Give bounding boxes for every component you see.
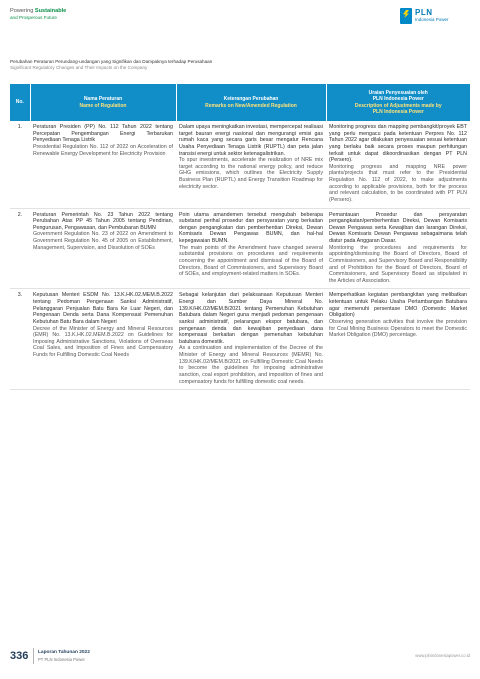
website-link[interactable]: www.plnindonesiapower.co.id (415, 653, 470, 658)
header-regulation: Nama Peraturan Name of Regulation (30, 84, 176, 121)
adjustments-cell: Memperhatikan kegiatan pembangkitan yang melibatkan ketentuan untuk Pelaku Usaha Pertambangan Batubara agar memenuhi persentase DMO (Domestic Market Obligation) Observing generation activities that involve the provision for Coal Mining Business Operators to meet the Domestic Market Obligation (DMO) percentage. (326, 289, 470, 390)
table-row (10, 121, 470, 208)
remarks-cell: Dalam upaya meningkatkan investasi, mempercepat realisasi target bauran energi nasional dan mengurangi emisi gas rumah kaca yang secara garis besar mengatur Rencana Usaha Penyediaan Tenaga Listrik (RUPTL) dan peta jalan transisi energi untuk sektor ketenagalistrikan. To spur investments, accelerate the realization of NRE mix target according to the national energy policy, and reduce GHG emissions, which outlines the Electricity Supply Business Plan (RUPTL) and Energy Transition Roadmap for electricity sector. (176, 121, 326, 208)
row-number: 3. (10, 289, 30, 390)
regulation-name-cell: Peraturan Pemerintah No. 23 Tahun 2022 tentang Perubahan Atas PP 45 Tahun 2005 tentang Pendirian, Pengurusan, Pengawasan, dan Pembubaran BUMN Government Regulation No. 23 of 2022 on Amendment to Government Regulation No. 45 of 2005 on Establishment, Management, Supervision, and Dissolution of SOEs (30, 208, 176, 289)
remarks-cell: Poin utama amandemen tersebut mengubah beberapa substansi perihal prosedur dan persyaratan yang berkaitan dengan pengangkatan dan pemberhentian Direksi, Dewan Komisaris Dewan Pengawas BUMN, dan hal-hal kepegawaian BUMN. The main points of the Amendment have changed several substantial provisions on procedures and requirements concerning the appointment and dismissal of the Board of Directors, Board of Commissioners, and Supervisory Board of SOEs, and employment-related matters in SOEs. (176, 208, 326, 289)
remarks-cell: Sebagai kelanjutan dari pelaksanaan Keputusan Menteri Energi dan Sumber Daya Mineral No. 139.K/HK.02/MEM.B/2021 tentang Pemenuhan Kebutuhan Batubara dalam Negeri guna menjadi pedoman pengenaan sanksi administratif, pelarangan ekspor batubara, dan pengenaan denda dan kewajiban penyediaan dana kompensasi berkaitan dengan pemenuhan kebutuhan batubara domestik. As a continuation and implementation of the Decree of the Minister of Energy and Mineral Resources (MEMR) No. 139.K/HK.02/MEM.B/2021 on Fulfilling Domestic Coal Needs to become the guidelines for imposing administrative sanction, coal export prohibition, and imposition of fines and compensatory funds for fulfilling domestic coal needs. (176, 289, 326, 390)
page-header (10, 8, 470, 32)
pln-logo: PLN Indonesia Power (400, 8, 470, 28)
header-remarks: Keterangan Perubahan Remarks on New/Amended Regulation (176, 84, 326, 121)
footer-divider (33, 648, 34, 664)
page-footer (10, 648, 470, 670)
row-number: 1. (10, 121, 30, 208)
header-no: No. (10, 84, 30, 121)
table-header-row (10, 84, 470, 121)
brand-tagline: Powering Sustainable (10, 8, 67, 14)
table-row (10, 289, 470, 390)
report-title: Laporan Tahunan 2022 (38, 650, 90, 655)
regulation-name-cell: Keputusan Menteri ESDM No. 13.K.HK.02.MEM.B.2022 tentang Pedoman Pengenaan Sanksi Administratif, Pelanggaran Penjualan Batu Bara Ke Luar Negeri, dan Pengenaan Denda serta Dana Kompensasi Pemenuhan Kebutuhan Batu Bara dalam Negeri Decree of the Minister of Energy and Mineral Resources (EMR) No. 13.K.HK.02.MEM.B.2022 on Guidelines for Imposing Administrative Sanctions, Violations of Overseas Coal Sales, and Imposition of Fines and Compensatory Funds for Fulfilling Domestic Coal Needs (30, 289, 176, 390)
lightning-icon (400, 8, 412, 24)
regulation-name-cell: Peraturan Presiden (PP) No. 112 Tahun 2022 tentang Percepatan Pengembangan Energi Terbarukan Penyediaan Tenaga Listrik Presidential Regulation No. 112 of 2022 on Acceleration of Renewable Energy Development for Electricity Provision (30, 121, 176, 208)
regulation-table (10, 84, 470, 390)
brand-tagline-sub: and Prosperous Future (10, 14, 57, 20)
page-number: 336 (10, 650, 29, 662)
adjustments-cell: Pemantauan Prosedur dan persyaratan pengangkatan/pemberhentian Direksi, Dewan Komisaris Dewan Pengawas serta Kewajiban dan larangan Direksi, Dewan Komisaris Dewan Pengawas sebagaimana telah diatur pada Anggaran Dasar. Monitoring the procedures and requirements for appointing/dismissing the Board of Directors, Board of Commissioners, and Supervisory Board and Responsibility and of Prohibition for the Board of Directors, Board of Commissioners, and Supervisory Board as stipulated in the Articles of Association. (326, 208, 470, 289)
header-adjustments: Uraian Penyesuaian oleh PLN Indonesia Power Description of Adjustments made by PLN Indonesia Power (326, 84, 470, 121)
section-title: Perubahan Peraturan Perundang-undangan yang Signifikan dan Dampaknya terhadap Perusahaan Significant Regulatory Changes and Their Impacts on the Company (10, 59, 213, 70)
adjustments-cell: Monitoring progress dan mapping pembangkit/proyek EBT yang perlu mengacu pada ketentuan Perpres No. 112 Tahun 2022 agar dilakukan penyesuaian sesuai ketentuan yang berlaku baik secara proses maupun perhitungan terkait untuk dapat dikoordinasikan dengan PT PLN (Persero). Monitoring progress and mapping NRE power plants/projects that must refer to the Presidential Regulation No. 112 of 2022, to make adjustments according to applicable provisions, both for the process and relevant calculation, to be coordinated with PT PLN (Persero). (326, 121, 470, 208)
row-number: 2. (10, 208, 30, 289)
report-company: PT PLN Indonesia Power (38, 657, 85, 662)
table-row (10, 208, 470, 289)
